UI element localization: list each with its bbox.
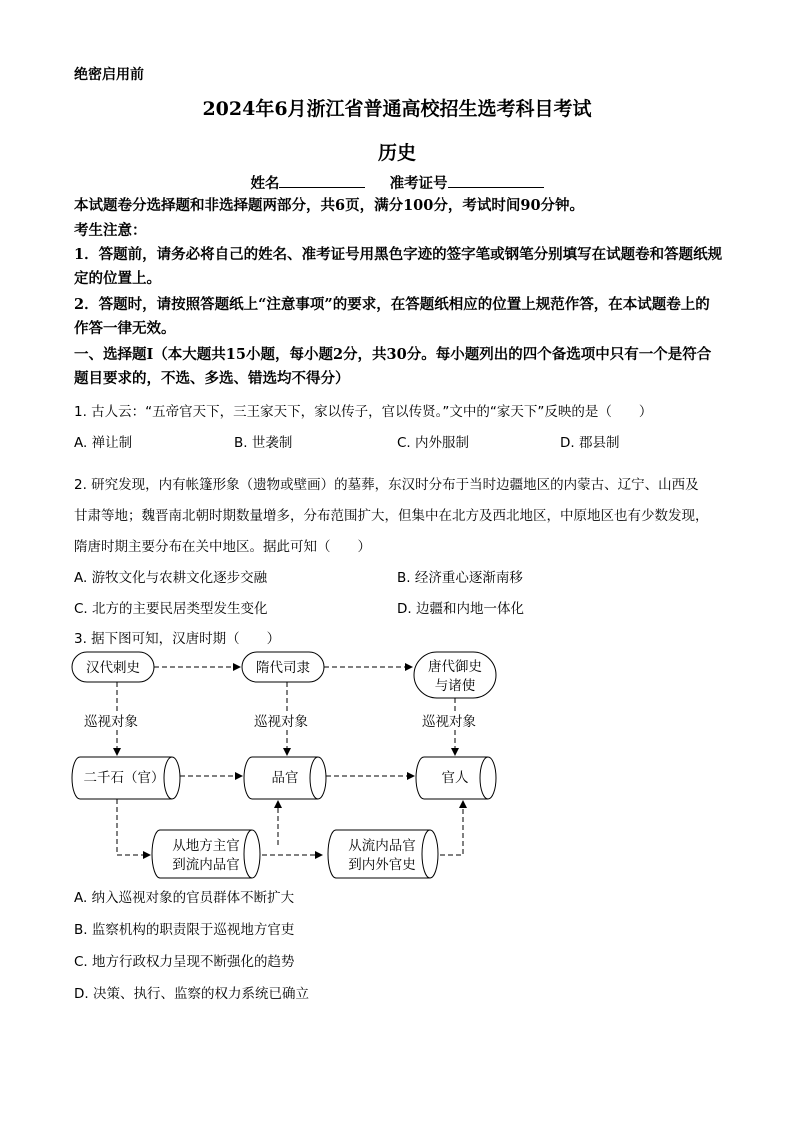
q1-option-d: D. 郡县制 (560, 435, 620, 451)
notice-item-1: 1．答题前，请务必将自己的姓名、准考证号用黑色字迹的签字笔或钢笔分别填写在试题卷和答题纸规定的位置上。 (74, 246, 723, 287)
connector-bottom2-to-guanren (440, 801, 463, 855)
candidate-info-row (0, 172, 794, 193)
question-2-line-2: 甘肃等地；魏晋南北朝时期数量增多，分布范围扩大，但集中在北方及西北地区，中原地区也有少数发现， (74, 508, 709, 524)
q2-option-b: B. 经济重心逐渐南移 (397, 570, 523, 586)
notice-item-2: 2．答题时，请按照答题纸上“注意事项”的要求，在答题纸相应的位置上规范作答，在本试题卷上的作答一律无效。 (74, 296, 710, 337)
q2-option-a: A. 游牧文化与农耕文化逐步交融 (74, 570, 268, 586)
edge-label-sui: 巡视对象 (254, 714, 308, 730)
question-2-line-3: 隋唐时期主要分布在关中地区。据此可知（ ） (74, 539, 371, 555)
connector-erqianshi-to-bottom1 (117, 799, 150, 855)
q1-option-a: A. 禅让制 (74, 435, 133, 451)
bottom-node-2-line-1: 从流内品官 (348, 838, 416, 854)
exam-title: 2024年6月浙江省普通高校招生选考科目考试 (202, 98, 592, 120)
section-1-heading: 一、选择题Ⅰ（本大题共15小题，每小题2分，共30分。每小题列出的四个备选项中只有一个是符合题目要求的，不选、多选、错选均不得分） (74, 346, 712, 387)
bottom-node-1-line-2: 到流内品官 (172, 857, 240, 873)
exam-number-label: 准考证号 (389, 175, 448, 192)
tang-yushi-label-1: 唐代御史 (428, 659, 482, 675)
q3-option-c: C. 地方行政权力呈现不断强化的趋势 (74, 954, 295, 970)
question-1-stem: 1. 古人云：“五帝官天下，三王家天下，家以传子，官以传贤。”文中的“家天下”反映的是（ ） (74, 404, 653, 420)
q3-option-a: A. 纳入巡视对象的官员群体不断扩大 (74, 890, 295, 906)
confidential-label: 绝密启用前 (74, 67, 144, 83)
bottom-node-2-line-2: 到内外官史 (348, 857, 416, 873)
sui-sili-label: 隋代司隶 (256, 660, 310, 676)
notice-heading: 考生注意： (74, 222, 147, 239)
subject-title: 历史 (377, 142, 416, 164)
q3-option-b: B. 监察机构的职责限于巡视地方官吏 (74, 922, 295, 938)
pinguan-label: 品官 (271, 770, 299, 786)
intro-text: 本试题卷分选择题和非选择题两部分，共6页，满分100分，考试时间90分钟。 (74, 197, 585, 214)
guanren-label: 官人 (441, 770, 469, 786)
name-blank (279, 173, 365, 188)
q1-option-c: C. 内外服制 (397, 435, 470, 451)
bottom-node-1-line-1: 从地方主官 (172, 838, 240, 854)
q2-option-c: C. 北方的主要民居类型发生变化 (74, 601, 268, 617)
tang-yushi-label-2: 与诸使 (434, 678, 476, 694)
edge-label-tang: 巡视对象 (422, 714, 476, 730)
question-3-stem: 3. 据下图可知，汉唐时期（ ） (74, 631, 281, 647)
q3-option-d: D. 决策、执行、监察的权力系统已确立 (74, 986, 309, 1002)
edge-label-han: 巡视对象 (84, 714, 138, 730)
han-cishi-label: 汉代刺史 (86, 660, 140, 676)
supervision-flow-diagram (0, 640, 794, 885)
erqianshi-label: 二千石（官） (83, 770, 165, 786)
exam-number-blank (448, 173, 544, 188)
question-2-line-1: 2. 研究发现，内有帐篷形象（遗物或壁画）的墓葬，东汉时分布于当时边疆地区的内蒙古、辽宁、山西及 (74, 477, 699, 493)
q2-option-d: D. 边疆和内地一体化 (397, 601, 524, 617)
name-label: 姓名 (250, 175, 280, 192)
q1-option-b: B. 世袭制 (234, 435, 293, 451)
